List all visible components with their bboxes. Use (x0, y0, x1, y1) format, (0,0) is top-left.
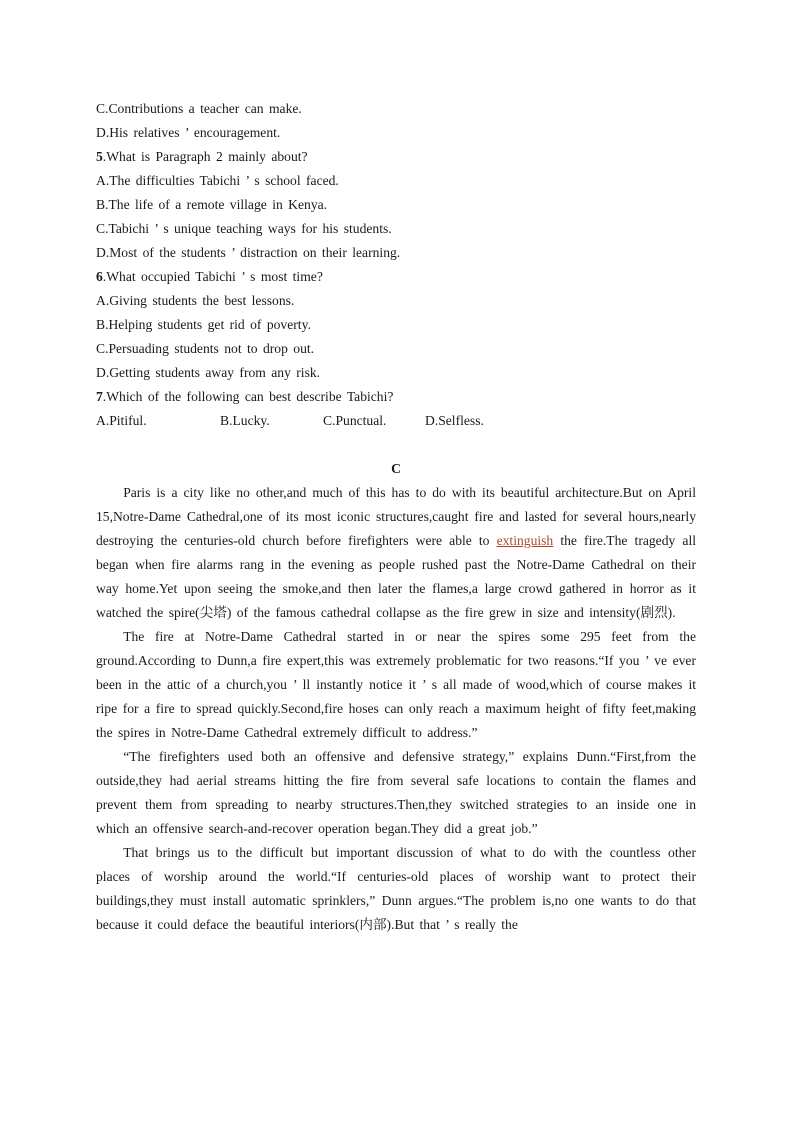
q6-number: 6 (96, 269, 103, 284)
paragraph-2: The fire at Notre-Dame Cathedral started in or near the spires some 295 feet from the ground.According to Dunn,a fire expert,this was extremely problematic for two reasons.“If you ’ ve ever been in the attic of a church,you ’ ll instantly notice it ’ s all made of wood,which of course makes it ripe for a fire to spread quickly.Second,fire hoses can only reach a maximum height of fifty feet,making the spires in Notre-Dame Cathedral extremely difficult to address.” (96, 629, 696, 740)
underlined-word: extinguish (496, 533, 554, 548)
q6-option-c: C.Persuading students not to drop out. (96, 341, 315, 356)
paragraph-1-part-a: Paris is a city like no other,and much of this has to do with its beautiful architecture.But on April 15,Notre-Dame Cathedral,one of its most iconic structures,caught fire and lasted for several hours,nearly destroying the centuries-old church before firefighters were able to (96, 485, 696, 548)
paragraph-4: That brings us to the difficult but important discussion of what to do with the countless other places of worship around the world.“If centuries-old places of worship want to protect their buildings,they must install automatic sprinklers,” Dunn argues.“The problem is,no one wants to do that because it could deface the beautiful interiors(内部).But that ’ s really the (96, 845, 696, 932)
paragraph-1 (96, 481, 696, 625)
paragraph-3: “The firefighters used both an offensive and defensive strategy,” explains Dunn.“First,from the outside,they had aerial streams hitting the fire from several safe locations to contain the flames and prevent them from spreading to nearby structures.Then,they switched strategies to an inside one in which an offensive search-and-recover operation began.They did a great job.” (96, 749, 696, 836)
q6-option-a: A.Giving students the best lessons. (96, 293, 295, 308)
q7-option-a: A.Pitiful. (96, 413, 147, 428)
q5-option-c: C.Tabichi ’ s unique teaching ways for his students. (96, 221, 392, 236)
q5-stem (96, 145, 696, 169)
q4-option-d: D.His relatives ’ encouragement. (96, 125, 281, 140)
q6-stem (96, 265, 696, 289)
q5-option-d: D.Most of the students ’ distraction on their learning. (96, 245, 401, 260)
paragraph-1-part-b: the fire.The tragedy all began when fire alarms rang in the evening as people rushed past the Notre-Dame Cathedral on their way home.Yet upon seeing the smoke,and then later the flames,a large crowd gathered in horror as it watched the spire(尖塔) of the famous cathedral collapse as the fire grew in size and intensity(剧烈). (96, 533, 696, 620)
q5-stem-text: .What is Paragraph 2 mainly about? (102, 149, 308, 164)
q5-number: 5 (96, 149, 103, 164)
q7-stem-text: .Which of the following can best describe Tabichi? (102, 389, 394, 404)
q7-stem (96, 385, 696, 409)
q7-number: 7 (96, 389, 103, 404)
q7-option-d: D.Selfless. (425, 413, 484, 428)
q7-option-c: C.Punctual. (323, 413, 387, 428)
q5-option-b: B.The life of a remote village in Kenya. (96, 197, 328, 212)
q7-option-b: B.Lucky. (220, 413, 270, 428)
document-content (96, 97, 696, 937)
q7-options (96, 409, 696, 433)
q5-option-a: A.The difficulties Tabichi ’ s school faced. (96, 173, 339, 188)
q4-option-c: C.Contributions a teacher can make. (96, 101, 302, 116)
section-title: C (391, 461, 401, 476)
q6-stem-text: .What occupied Tabichi ’ s most time? (102, 269, 323, 284)
q6-option-d: D.Getting students away from any risk. (96, 365, 321, 380)
q6-option-b: B.Helping students get rid of poverty. (96, 317, 311, 332)
passage (96, 481, 696, 937)
